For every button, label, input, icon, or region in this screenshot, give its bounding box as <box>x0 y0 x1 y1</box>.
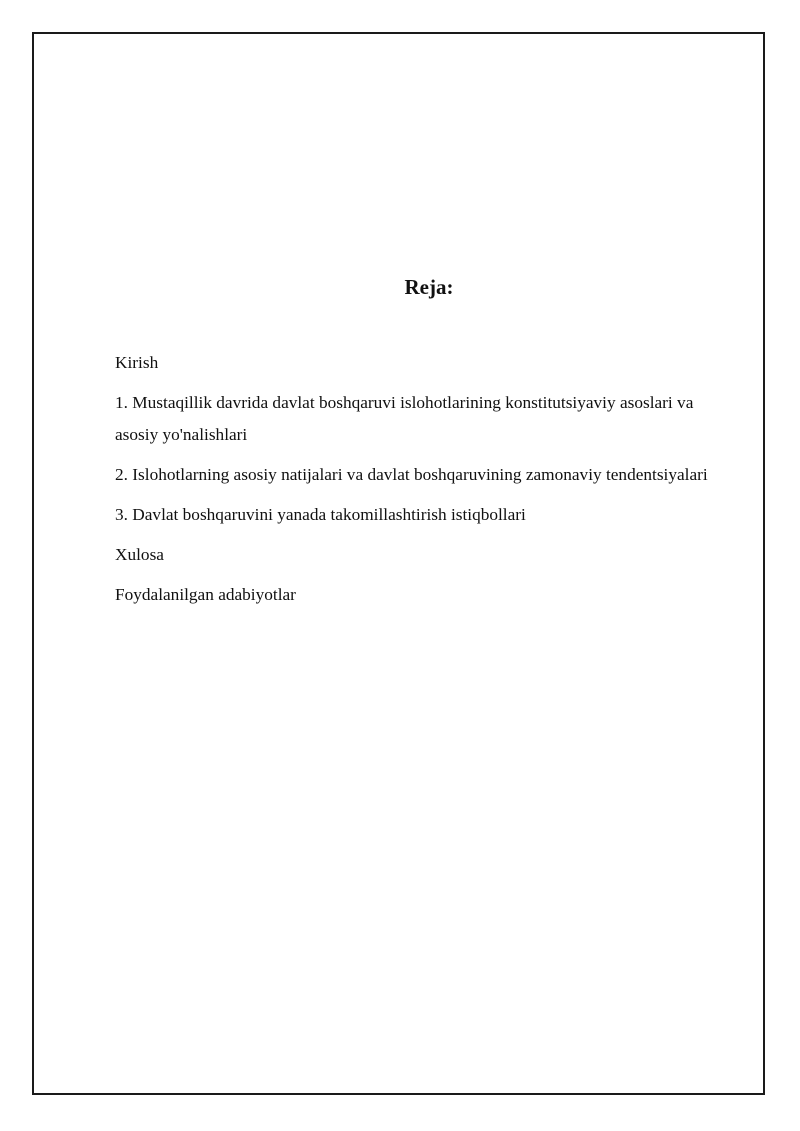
plan-contents-list <box>115 347 730 619</box>
plan-item-references: Foydalanilgan adabiyotlar <box>115 585 296 604</box>
plan-item-conclusion: Xulosa <box>115 545 164 564</box>
plan-item-section-3: 3. Davlat boshqaruvini yanada takomillashtirish istiqbollari <box>115 505 526 524</box>
plan-item-introduction: Kirish <box>115 353 159 372</box>
plan-item-section-1: 1. Mustaqillik davrida davlat boshqaruvi islohotlarining konstitutsiyaviy asoslari va asosiy yo'nalishlari <box>115 393 694 444</box>
plan-title: Reja: <box>404 275 454 299</box>
plan-item-section-2: 2. Islohotlarning asosiy natijalari va davlat boshqaruvining zamonaviy tendentsiyalari <box>115 465 708 484</box>
